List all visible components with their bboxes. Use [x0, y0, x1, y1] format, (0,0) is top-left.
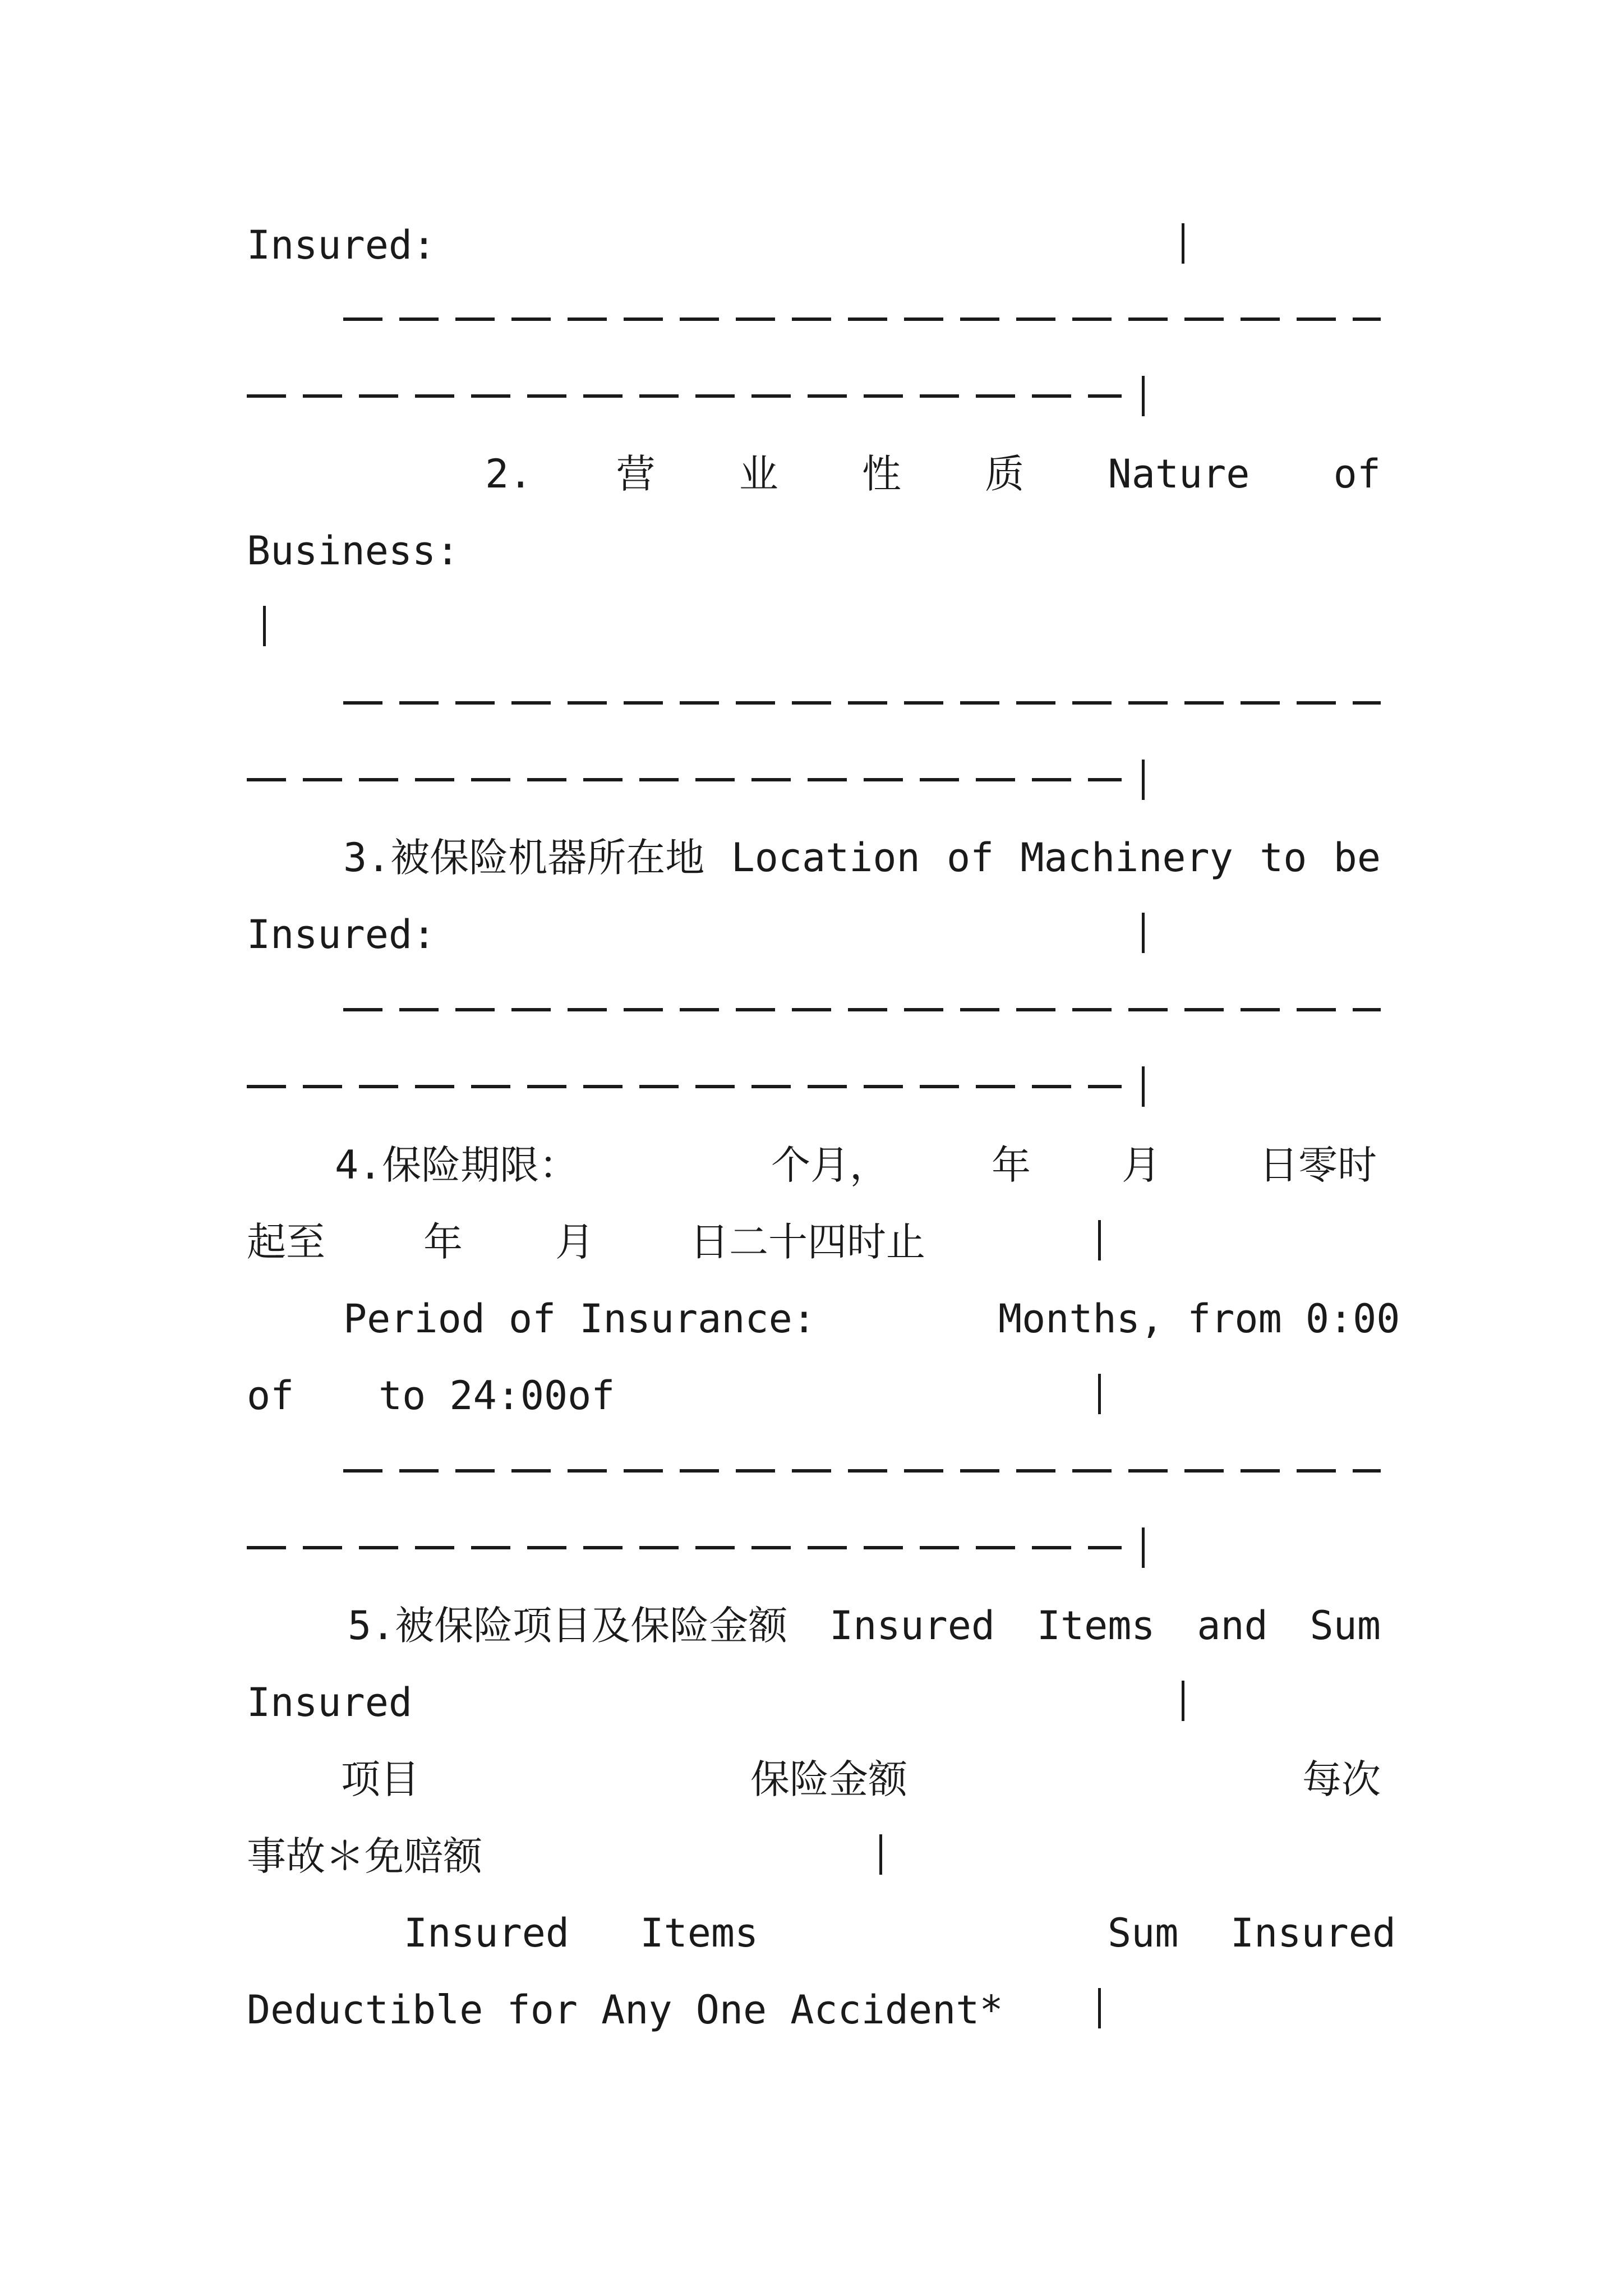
item3-word-1: Location: [731, 835, 920, 881]
blank-line-dashes: [247, 394, 1122, 398]
item4-until-cn: 起至: [247, 1219, 325, 1265]
item5-word-4: Sum: [1310, 1603, 1381, 1649]
item2-number: 2.: [485, 451, 533, 497]
field-end-marker: [1182, 223, 1184, 264]
item4-period-en-label: Period of Insurance:: [343, 1296, 816, 1342]
item4-to-en: to 24:00of: [379, 1373, 615, 1419]
item4-of-en: of: [247, 1373, 294, 1419]
item3-word-2: of: [946, 835, 994, 881]
item1-insured-label: Insured:: [247, 222, 436, 268]
field-end-marker: [1142, 760, 1145, 800]
table-header-deductible-en: Deductible for Any One Accident*: [247, 1987, 1003, 2033]
item4-year2-cn: 年: [423, 1219, 463, 1265]
item3-chinese-label: 3.被保险机器所在地: [343, 835, 705, 881]
table-header-items-cn: 项目: [341, 1756, 419, 1802]
table-header-deductible-cn-b: 事故＊免赔额: [247, 1833, 482, 1879]
field-end-marker: [1098, 1988, 1101, 2028]
item5-word-1: Insured: [829, 1603, 995, 1649]
item2-char-1: 营: [616, 451, 656, 497]
item5-chinese-label: 5.被保险项目及保险金额: [348, 1603, 788, 1649]
item2-char-3: 性: [862, 451, 902, 497]
blank-line-dashes: [343, 1469, 1381, 1473]
blank-line-dashes: [247, 778, 1122, 781]
blank-line-dashes: [247, 1085, 1122, 1088]
blank-line-dashes: [343, 318, 1381, 321]
item5-word-3: and: [1197, 1603, 1268, 1649]
item3-word-5: be: [1333, 835, 1381, 881]
item4-period-cn-label: 4.保险期限：: [335, 1142, 579, 1188]
field-end-marker: [1142, 1527, 1145, 1568]
table-header-deductible-cn-a: 每次: [1302, 1756, 1381, 1802]
item4-day-end-cn: 日二十四时止: [690, 1219, 925, 1265]
item3-word-4: to: [1260, 835, 1307, 881]
item4-year-cn: 年: [992, 1142, 1031, 1188]
item3-insured-label: Insured:: [247, 912, 436, 958]
item3-word-3: Machinery: [1020, 835, 1233, 881]
item2-char-4: 质: [985, 451, 1025, 497]
table-header-sum-en-b: Insured: [1230, 1910, 1396, 1956]
table-header-sum-en-a: Sum: [1108, 1910, 1179, 1956]
field-end-marker: [879, 1834, 882, 1875]
item4-months-from-en: Months, from 0:00: [998, 1296, 1400, 1342]
table-header-sum-cn: 保险金额: [750, 1756, 907, 1802]
field-end-marker: [263, 606, 266, 646]
field-end-marker: [1142, 376, 1145, 416]
item3-heading: [343, 832, 1381, 883]
field-end-marker: [1098, 1220, 1101, 1260]
field-end-marker: [1142, 1066, 1145, 1107]
field-end-marker: [1142, 913, 1145, 953]
item4-month2-cn: 月: [555, 1219, 594, 1265]
blank-line-dashes: [247, 1546, 1122, 1549]
item2-business-label: Business:: [247, 528, 460, 574]
item2-char-2: 业: [739, 451, 778, 497]
item5-word-2: Items: [1036, 1603, 1155, 1649]
table-header-items-en: Insured Items: [404, 1910, 759, 1956]
blank-line-dashes: [343, 701, 1381, 705]
item4-months-cn: 个月，: [771, 1142, 889, 1188]
field-end-marker: [1098, 1374, 1101, 1414]
item4-day-start-cn: 日零时: [1259, 1142, 1377, 1188]
item5-insured-label: Insured: [247, 1680, 413, 1726]
item4-month-cn: 月: [1122, 1142, 1161, 1188]
blank-line-dashes: [343, 1008, 1381, 1011]
item2-heading: [485, 449, 1381, 499]
item2-of-word: of: [1333, 451, 1381, 497]
item5-heading: [348, 1600, 1381, 1651]
field-end-marker: [1182, 1681, 1184, 1721]
item2-nature-word: Nature: [1108, 451, 1250, 497]
